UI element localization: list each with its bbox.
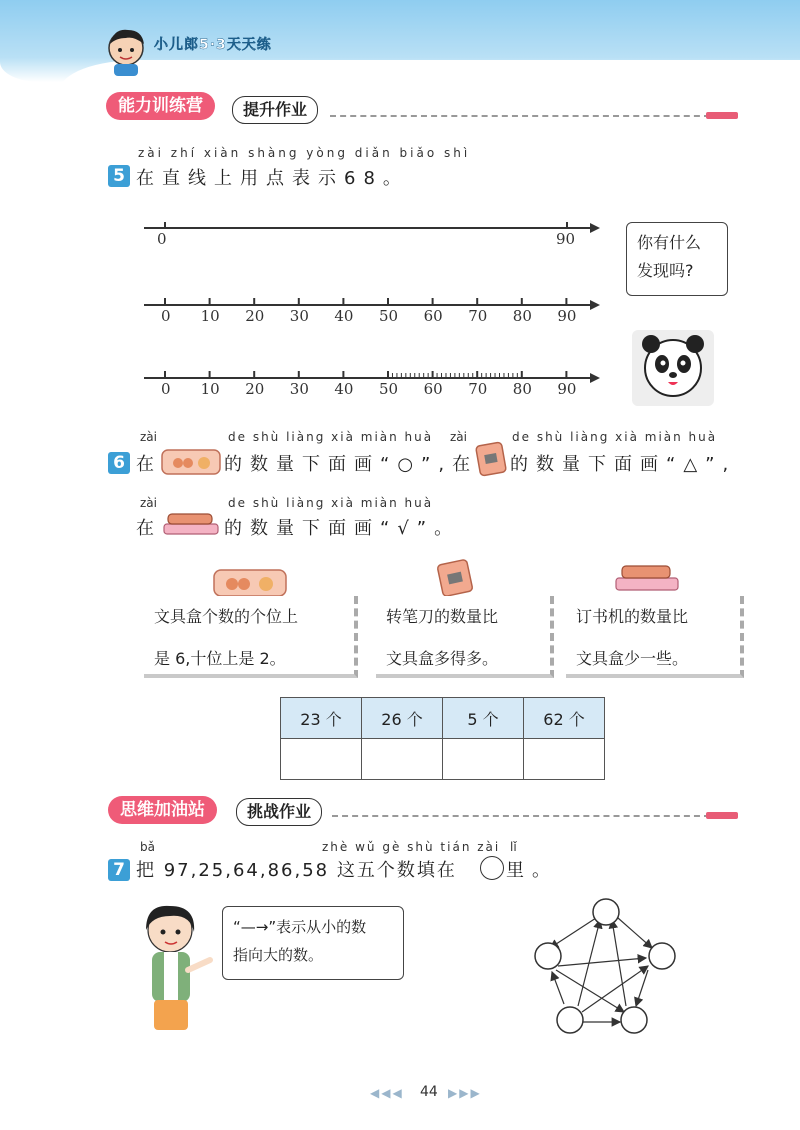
tick-label: 20 [245, 307, 265, 325]
answer-circle-icon [480, 856, 504, 880]
card1-line-2: 是 6,十位上是 2。 [154, 649, 286, 668]
tick-label: 10 [200, 307, 220, 325]
card3-line-2: 文具盒少一些。 [576, 649, 689, 668]
q7-text-b: 里。 [506, 860, 558, 881]
sharpener-icon [474, 438, 508, 478]
q7-pinyin-a: bǎ [140, 840, 155, 854]
answer-table [280, 697, 605, 780]
prev-page-arrows-icon: ◀◀◀ [370, 1086, 404, 1100]
tick-label: 40 [334, 380, 354, 398]
tick-label: 20 [245, 380, 265, 398]
table-cell-23: 23 个 [281, 698, 362, 739]
tick-label: 50 [379, 307, 399, 325]
card1-pencil-box-icon [212, 566, 288, 600]
tick-label: 0 [161, 380, 171, 398]
q5-pinyin: zài zhí xiàn shàng yòng diǎn biǎo shì [138, 146, 471, 160]
q6-pinyin-2b: de shù liàng xià miàn huà [228, 496, 434, 510]
section-divider [332, 815, 710, 817]
answer-cell[interactable] [281, 739, 362, 780]
line1-label-90: 90 [556, 230, 576, 248]
edge-br-top [612, 920, 626, 1006]
table-cell-5: 5 个 [443, 698, 524, 739]
edge-top-right [618, 918, 652, 948]
next-page-arrows-icon: ▶▶▶ [448, 1086, 482, 1100]
stapler-icon [160, 508, 222, 538]
brand-title: 小儿郎5·3天天练 [154, 37, 272, 53]
answer-cell[interactable] [362, 739, 443, 780]
table-cell-26: 26 个 [362, 698, 443, 739]
line1-label-0: 0 [157, 230, 167, 248]
tick-label: 60 [423, 380, 443, 398]
q6-pinyin-1b: de shù liàng xià miàn huà [228, 430, 434, 444]
q6-pinyin-1d: de shù liàng xià miàn huà [512, 430, 718, 444]
hint-card-pencil-box [144, 596, 358, 678]
tick-label: 70 [468, 307, 488, 325]
rule-line-2: 指向大的数。 [233, 946, 324, 964]
q6-pinyin-1c: zài [450, 430, 467, 444]
tick-label: 40 [334, 307, 354, 325]
hint-bubble [626, 222, 728, 296]
page-number: 44 [420, 1084, 438, 1100]
q7-text-a: 把 97,25,64,86,58 这五个数填在 [136, 860, 457, 881]
tick-label: 80 [512, 380, 532, 398]
q6-number: 6 [108, 452, 130, 474]
card2-sharpener-icon [434, 556, 478, 600]
tick-label: 90 [557, 380, 577, 398]
answer-cell[interactable] [524, 739, 605, 780]
card3-stapler-icon [612, 560, 682, 596]
section-divider [330, 115, 710, 117]
hint-line-1: 你有什么 [637, 233, 702, 252]
edge-bl-right [582, 966, 648, 1012]
rule-bubble [222, 906, 404, 980]
node-bottom-left [557, 1007, 583, 1033]
q6-text-2b: 的数量下面画“√”。 [224, 518, 461, 539]
tick-label: 0 [161, 307, 171, 325]
q6-text-2a: 在 [136, 518, 162, 539]
tick-label: 60 [423, 307, 443, 325]
section-title-ability: 能力训练营 [106, 92, 215, 120]
card1-line-1: 文具盒个数的个位上 [154, 607, 299, 626]
card2-line-1: 转笔刀的数量比 [386, 607, 499, 626]
pencil-box-icon [160, 446, 222, 478]
q7-pinyin-c: lǐ [510, 840, 517, 854]
tick-label: 30 [289, 307, 309, 325]
q6-text-1b: 的数量下面画“○”,在 [224, 454, 479, 475]
rule-line-1: “—→”表示从小的数 [233, 918, 367, 936]
table-row-answer [281, 739, 605, 780]
q6-pinyin-1a: zài [140, 430, 157, 444]
node-left [535, 943, 561, 969]
tick-label: 90 [557, 307, 577, 325]
tick-label: 50 [379, 380, 399, 398]
boy-mascot-icon [104, 26, 148, 76]
q5-text: 在直线上用点表示68。 [136, 168, 409, 189]
q5-number: 5 [108, 165, 130, 187]
q6-pinyin-2a: zài [140, 496, 157, 510]
answer-cell[interactable] [443, 739, 524, 780]
table-cell-62: 62 个 [524, 698, 605, 739]
pencil-icon [706, 112, 738, 119]
tick-label: 80 [512, 307, 532, 325]
card2-line-2: 文具盒多得多。 [386, 649, 499, 668]
tick-label: 30 [289, 380, 309, 398]
q6-text-1a: 在 [136, 454, 162, 475]
edge-top-left [550, 918, 596, 948]
hint-line-2: 发现吗? [637, 261, 694, 280]
edge-bl-left [552, 972, 564, 1004]
hint-card-sharpener [376, 596, 554, 678]
node-right [649, 943, 675, 969]
panda-icon [628, 320, 718, 410]
node-top [593, 899, 619, 925]
section-title-thinking: 思维加油站 [108, 796, 217, 824]
edge-right-br [636, 970, 648, 1006]
q6-text-1c: 的数量下面画“△”, [510, 454, 737, 475]
q7-pinyin-b: zhè wǔ gè shù tián zài [322, 840, 501, 854]
girl-character-icon [130, 900, 220, 1036]
number-line-1 [144, 222, 600, 233]
edge-left-right [558, 958, 646, 966]
node-bottom-right [621, 1007, 647, 1033]
tick-label: 70 [468, 380, 488, 398]
pentagon-diagram [520, 890, 700, 1050]
section-subtitle-challenge: 挑战作业 [236, 798, 322, 826]
hint-card-stapler [566, 596, 744, 678]
section-subtitle-improve: 提升作业 [232, 96, 318, 124]
card3-line-1: 订书机的数量比 [576, 607, 689, 626]
tick-label: 10 [200, 380, 220, 398]
q7-number: 7 [108, 859, 130, 881]
pencil-icon [706, 812, 738, 819]
table-row [281, 698, 605, 739]
